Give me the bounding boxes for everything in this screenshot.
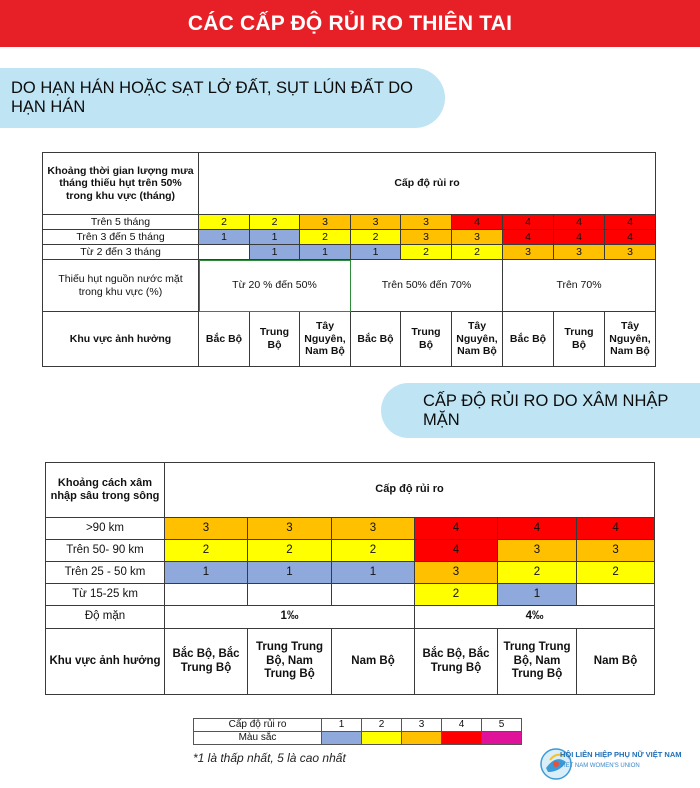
risk-cell: 1 <box>250 245 300 260</box>
risk-cell: 3 <box>248 518 332 540</box>
region-cell: Trung Bộ <box>554 312 605 367</box>
row-label: >90 km <box>46 518 165 540</box>
table-row <box>46 518 655 540</box>
risk-cell: 3 <box>554 245 605 260</box>
risk-cell: 3 <box>577 540 655 562</box>
region-cell: Tây Nguyên, Nam Bộ <box>300 312 351 367</box>
risk-cell: 2 <box>351 230 401 245</box>
risk-cell: 4 <box>503 215 554 230</box>
region-cell: Trung Trung Bộ, Nam Trung Bộ <box>248 629 332 695</box>
logo-name: HỘI LIÊN HIỆP PHỤ NỮ VIỆT NAM <box>560 750 682 759</box>
risk-cell: 3 <box>401 230 452 245</box>
section2-banner <box>381 383 700 438</box>
risk-cell: 3 <box>605 245 656 260</box>
deficit-range: Từ 20 % đến 50% <box>199 260 351 312</box>
legend-color-label: Màu sắc <box>194 732 322 745</box>
salinity-label: Độ mặn <box>46 606 165 629</box>
salinity-header-left: Khoảng cách xâm nhập sâu trong sông <box>46 463 165 518</box>
risk-cell: 1 <box>351 245 401 260</box>
risk-cell: 2 <box>498 562 577 584</box>
risk-cell: 2 <box>415 584 498 606</box>
legend-level: 1 <box>322 719 362 732</box>
risk-cell <box>165 584 248 606</box>
risk-cell: 2 <box>577 562 655 584</box>
region-cell: Tây Nguyên, Nam Bộ <box>452 312 503 367</box>
salinity-value: 1‰ <box>165 606 415 629</box>
salinity-value: 4‰ <box>415 606 655 629</box>
legend-level: 4 <box>442 719 482 732</box>
region-cell: Nam Bộ <box>332 629 415 695</box>
region-cell: Trung Trung Bộ, Nam Trung Bộ <box>498 629 577 695</box>
legend-level: 3 <box>402 719 442 732</box>
legend-level-label: Cấp độ rủi ro <box>194 719 322 732</box>
risk-cell: 3 <box>332 518 415 540</box>
table-row <box>43 215 656 230</box>
legend-level: 5 <box>482 719 522 732</box>
risk-cell: 4 <box>452 215 503 230</box>
salinity-risk-table <box>45 462 655 695</box>
region-label: Khu vực ảnh hưởng <box>43 312 199 367</box>
legend-swatch <box>362 732 402 745</box>
risk-cell: 4 <box>415 540 498 562</box>
table-row <box>46 584 655 606</box>
risk-cell: 4 <box>577 518 655 540</box>
region-cell: Bắc Bộ, Bắc Trung Bộ <box>415 629 498 695</box>
page-title: CÁC CẤP ĐỘ RỦI RO THIÊN TAI <box>187 11 513 35</box>
risk-cell: 2 <box>248 540 332 562</box>
region-cell: Trung Bộ <box>250 312 300 367</box>
row-label: Trên 25 - 50 km <box>46 562 165 584</box>
legend-swatch <box>402 732 442 745</box>
risk-cell: 2 <box>300 230 351 245</box>
section1-banner <box>0 68 445 128</box>
logo-subtitle: VIET NAM WOMEN'S UNION <box>560 763 640 769</box>
risk-cell: 3 <box>498 540 577 562</box>
row-label: Từ 2 đến 3 tháng <box>43 245 199 260</box>
risk-cell <box>199 245 250 260</box>
section2-title: CẤP ĐỘ RỦI RO DO XÂM NHẬP MẶN <box>423 391 669 429</box>
risk-cell: 1 <box>250 230 300 245</box>
legend-swatch <box>482 732 522 745</box>
risk-cell: 3 <box>165 518 248 540</box>
drought-header-left: Khoảng thời gian lượng mưa tháng thiếu hụt trên 50% trong khu vực (tháng) <box>43 153 199 215</box>
risk-cell: 1 <box>332 562 415 584</box>
title-bar <box>0 0 700 47</box>
risk-cell: 4 <box>554 230 605 245</box>
deficit-range: Trên 70% <box>503 260 656 312</box>
risk-cell: 3 <box>503 245 554 260</box>
risk-cell: 1 <box>248 562 332 584</box>
table-row <box>43 230 656 245</box>
risk-cell: 4 <box>415 518 498 540</box>
deficit-range: Trên 50% đến 70% <box>351 260 503 312</box>
risk-cell: 2 <box>165 540 248 562</box>
risk-cell: 1 <box>165 562 248 584</box>
section1-title: DO HẠN HÁN HOẶC SẠT LỞ ĐẤT, SỤT LÚN ĐẤT DO HẠN HÁN <box>11 79 413 116</box>
region-cell: Trung Bộ <box>401 312 452 367</box>
region-cell: Tây Nguyên, Nam Bộ <box>605 312 656 367</box>
risk-cell: 1 <box>498 584 577 606</box>
risk-cell: 3 <box>452 230 503 245</box>
deficit-label: Thiếu hụt nguồn nước mặt trong khu vực (%) <box>43 260 199 312</box>
risk-cell: 4 <box>498 518 577 540</box>
risk-cell: 4 <box>554 215 605 230</box>
risk-cell: 2 <box>199 215 250 230</box>
risk-cell: 2 <box>250 215 300 230</box>
risk-cell <box>248 584 332 606</box>
risk-cell: 3 <box>300 215 351 230</box>
risk-cell: 4 <box>605 230 656 245</box>
risk-cell: 2 <box>452 245 503 260</box>
region-cell: Bắc Bộ <box>199 312 250 367</box>
salinity-header-right: Cấp độ rủi ro <box>165 463 655 518</box>
legend-level: 2 <box>362 719 402 732</box>
risk-cell: 1 <box>199 230 250 245</box>
risk-cell <box>332 584 415 606</box>
region-cell: Nam Bộ <box>577 629 655 695</box>
footnote: *1 là thấp nhất, 5 là cao nhất <box>193 751 346 765</box>
risk-cell: 2 <box>332 540 415 562</box>
legend-swatch <box>442 732 482 745</box>
risk-cell: 4 <box>503 230 554 245</box>
table-row <box>46 562 655 584</box>
legend-swatch <box>322 732 362 745</box>
row-label: Trên 50- 90 km <box>46 540 165 562</box>
row-label: Trên 3 đến 5 tháng <box>43 230 199 245</box>
table-row <box>46 540 655 562</box>
risk-cell: 4 <box>605 215 656 230</box>
risk-cell: 2 <box>401 245 452 260</box>
legend-table <box>193 718 522 745</box>
region-label: Khu vực ảnh hưởng <box>46 629 165 695</box>
table-row <box>43 245 656 260</box>
drought-header-right: Cấp độ rủi ro <box>199 153 656 215</box>
risk-cell: 3 <box>351 215 401 230</box>
row-label: Trên 5 tháng <box>43 215 199 230</box>
region-cell: Bắc Bộ, Bắc Trung Bộ <box>165 629 248 695</box>
risk-cell: 1 <box>300 245 351 260</box>
region-cell: Bắc Bộ <box>351 312 401 367</box>
risk-cell <box>577 584 655 606</box>
region-cell: Bắc Bộ <box>503 312 554 367</box>
risk-cell: 3 <box>401 215 452 230</box>
risk-cell: 3 <box>415 562 498 584</box>
drought-risk-table <box>42 152 656 367</box>
row-label: Từ 15-25 km <box>46 584 165 606</box>
